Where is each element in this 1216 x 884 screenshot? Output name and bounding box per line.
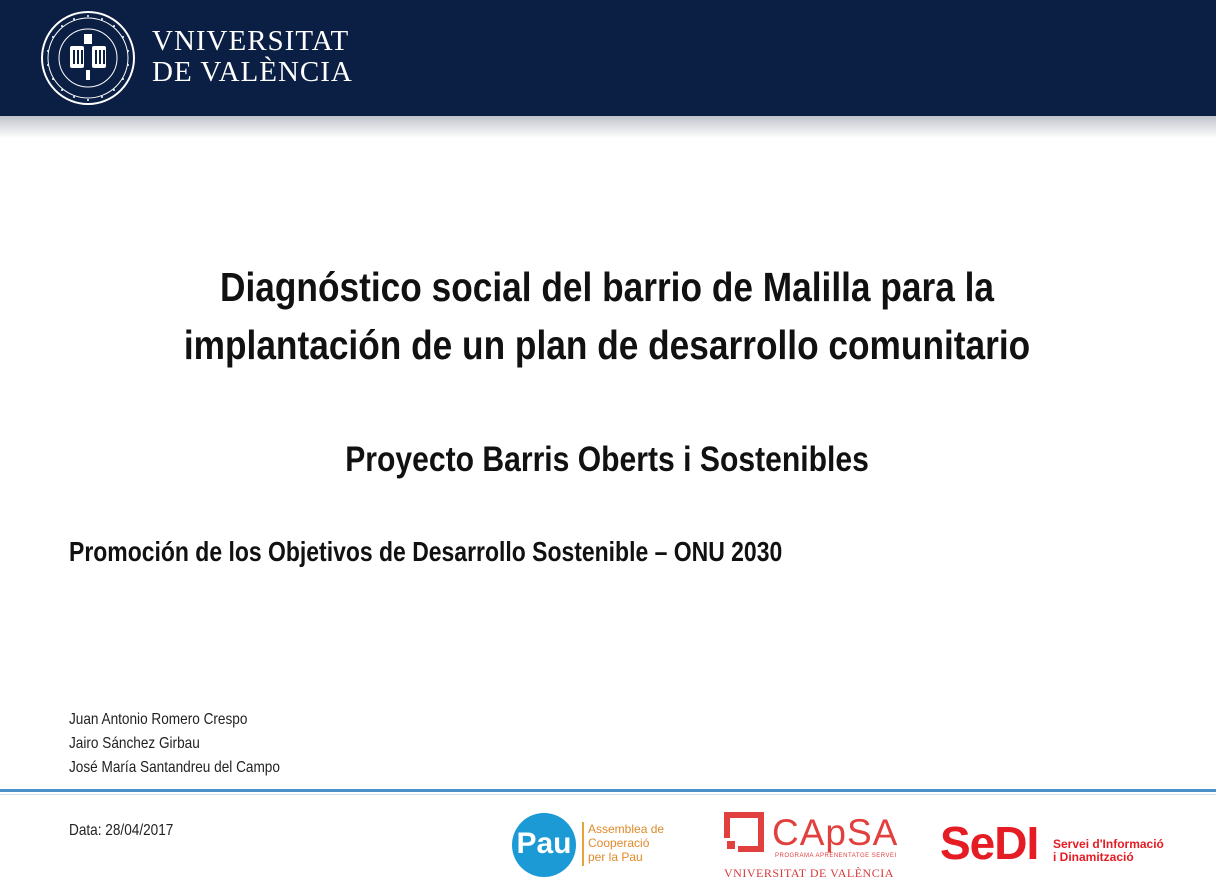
objective-heading: Promoción de los Objetivos de Desarrollo Sostenible – ONU 2030 <box>69 536 783 567</box>
pau-text-line3: per la Pau <box>588 850 643 864</box>
author-3: José María Santandreu del Campo <box>69 759 280 776</box>
author-1: Juan Antonio Romero Crespo <box>69 711 248 728</box>
capsa-logo-university: VNIVERSITAT DE VALÈNCIA <box>724 866 894 880</box>
pau-logo-text <box>588 822 664 864</box>
footer-divider <box>0 789 1216 792</box>
university-name <box>152 26 353 88</box>
pau-text-line2: Cooperació <box>588 836 650 850</box>
author-2: Jairo Sánchez Girbau <box>69 735 200 752</box>
capsa-logo-mark: CApSA <box>772 812 899 853</box>
pau-logo-divider <box>582 822 584 866</box>
university-name-line1: VNIVERSITAT <box>152 25 350 57</box>
header-shadow <box>0 116 1216 138</box>
document-date: Data: 28/04/2017 <box>69 822 174 839</box>
capsa-logo-subtitle: PROGRAMA APRENENTATGE SERVEI <box>775 853 897 859</box>
sedi-logo-text <box>1053 838 1164 864</box>
title-line2: implantación de un plan de desarrollo comunitario <box>183 322 1031 368</box>
header-bar <box>0 0 1216 116</box>
pau-logo-mark: Pau <box>516 827 572 860</box>
sedi-text-line1: Servei d'Informació <box>1053 837 1164 851</box>
project-subtitle: Proyecto Barris Oberts i Sostenibles <box>345 440 869 479</box>
university-seal-icon <box>40 10 136 106</box>
capsa-logo-icon <box>724 812 764 852</box>
pau-logo-icon <box>512 813 576 877</box>
sedi-text-line2: i Dinamització <box>1053 850 1134 864</box>
footer-divider-thin <box>0 794 1216 795</box>
university-name-line2: DE VALÈNCIA <box>152 56 353 88</box>
document-title <box>84 258 1130 374</box>
sedi-logo-mark: SeDI <box>940 817 1039 869</box>
title-line1: Diagnóstico social del barrio de Malilla para la <box>220 264 995 310</box>
pau-text-line1: Assemblea de <box>588 822 665 836</box>
